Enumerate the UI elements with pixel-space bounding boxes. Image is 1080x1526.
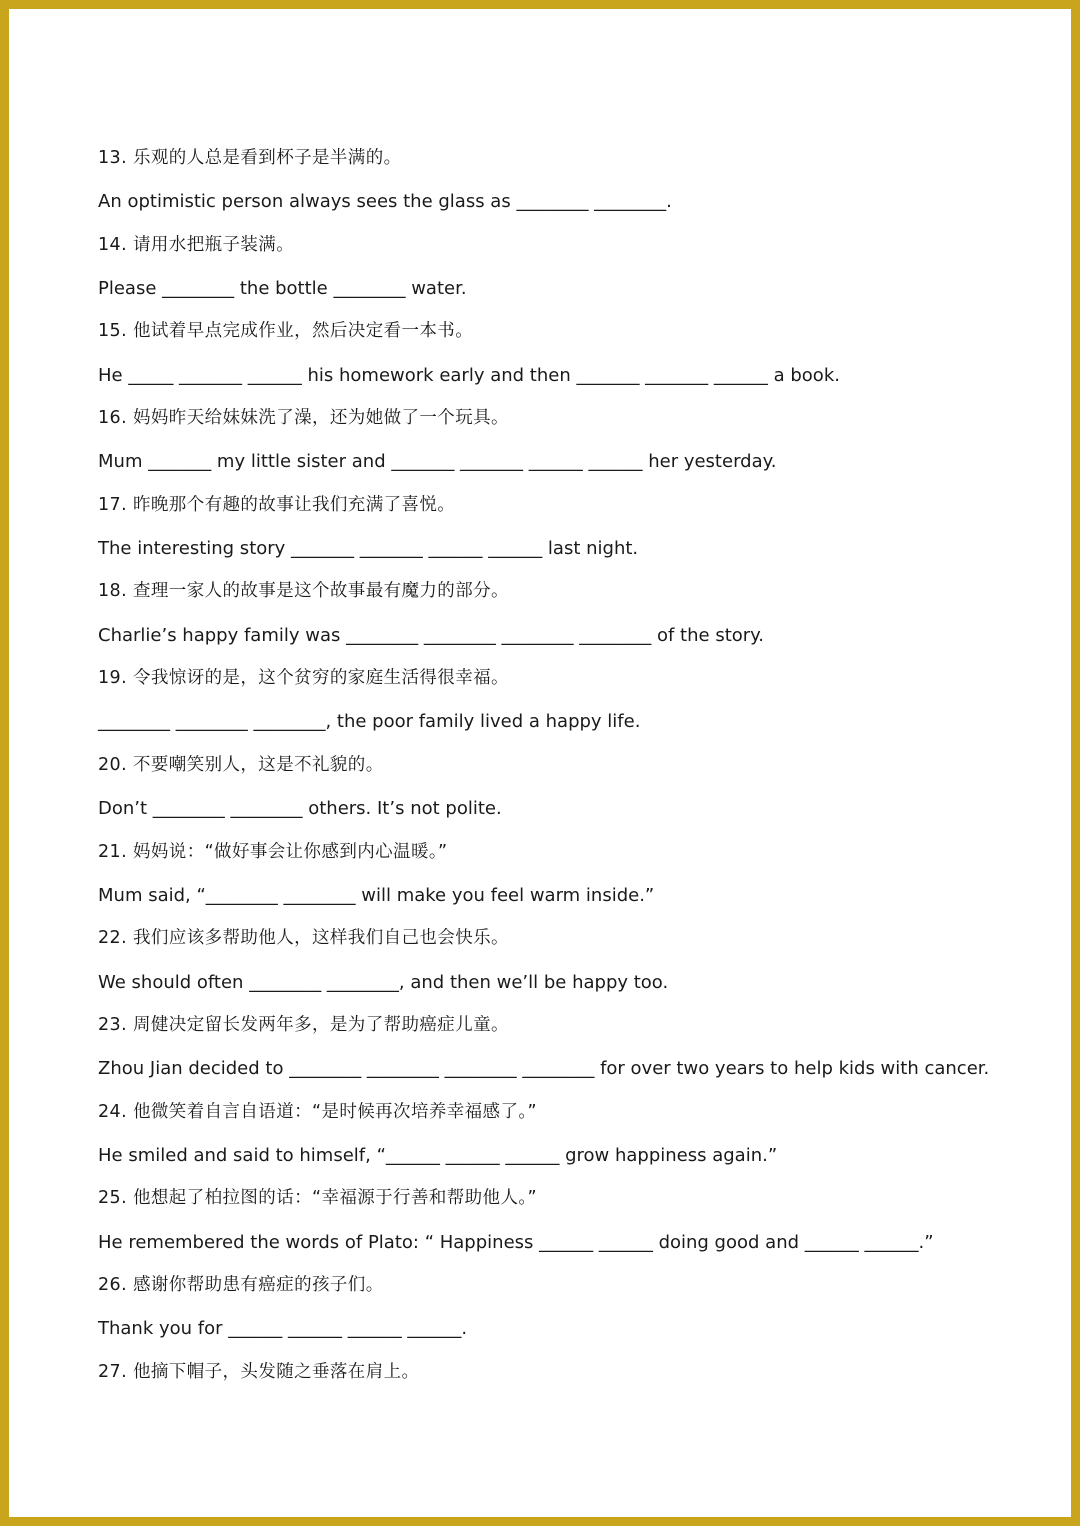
prompt-25-english: He remembered the words of Plato: “ Happiness ______ ______ doing good and ______ ______.” xyxy=(98,1231,934,1253)
prompt-14-chinese: 14. 请用水把瓶子装满。 xyxy=(98,234,295,255)
prompt-20-english: Don’t ________ ________ others. It’s not polite. xyxy=(98,798,502,820)
prompt-20-chinese: 20. 不要嘲笑别人，这是不礼貌的。 xyxy=(98,754,384,775)
prompt-13-english: An optimistic person always sees the glass as ________ ________. xyxy=(98,191,672,213)
prompt-25-chinese: 25. 他想起了柏拉图的话：“幸福源于行善和帮助他人。” xyxy=(98,1188,537,1209)
prompt-24-english: He smiled and said to himself, “______ ______ ______ grow happiness again.” xyxy=(98,1144,778,1166)
prompt-15-chinese: 15. 他试着早点完成作业，然后决定看一本书。 xyxy=(98,321,474,342)
prompt-21-english: Mum said, “________ ________ will make you feel warm inside.” xyxy=(98,884,655,906)
prompt-18-chinese: 18. 查理一家人的故事是这个故事最有魔力的部分。 xyxy=(98,581,509,602)
prompt-26-chinese: 26. 感谢你帮助患有癌症的孩子们。 xyxy=(98,1274,384,1295)
prompt-17-english: The interesting story _______ _______ ______ ______ last night. xyxy=(98,538,639,560)
prompt-21-chinese: 21. 妈妈说：“做好事会让你感到内心温暖。” xyxy=(98,841,448,862)
prompt-16-english: Mum _______ my little sister and _______ _______ ______ ______ her yesterday. xyxy=(98,451,777,473)
prompt-27-chinese: 27. 他摘下帽子，头发随之垂落在肩上。 xyxy=(98,1361,420,1382)
prompt-19-english: ________ ________ ________, the poor family lived a happy life. xyxy=(98,711,641,733)
prompt-22-chinese: 22. 我们应该多帮助他人，这样我们自己也会快乐。 xyxy=(98,928,509,949)
prompt-26-english: Thank you for ______ ______ ______ ______. xyxy=(98,1318,468,1340)
prompt-15-english: He _____ _______ ______ his homework early and then _______ _______ ______ a book. xyxy=(98,364,840,386)
exercise-list xyxy=(98,137,1058,1394)
prompt-22-english: We should often ________ ________, and then we’ll be happy too. xyxy=(98,971,669,993)
prompt-17-chinese: 17. 昨晚那个有趣的故事让我们充满了喜悦。 xyxy=(98,494,456,515)
prompt-16-chinese: 16. 妈妈昨天给妹妹洗了澡，还为她做了一个玩具。 xyxy=(98,408,509,429)
prompt-18-english: Charlie’s happy family was ________ ________ ________ ________ of the story. xyxy=(98,624,764,646)
prompt-14-english: Please ________ the bottle ________ water. xyxy=(98,278,467,300)
prompt-23-chinese: 23. 周健决定留长发两年多，是为了帮助癌症儿童。 xyxy=(98,1014,509,1035)
prompt-23-english: Zhou Jian decided to ________ ________ ________ ________ for over two years to help kids with cancer. xyxy=(98,1058,990,1080)
prompt-13-chinese: 13. 乐观的人总是看到杯子是半满的。 xyxy=(98,148,402,168)
prompt-19-chinese: 19. 令我惊讶的是，这个贫穷的家庭生活得很幸福。 xyxy=(98,668,509,689)
prompt-24-chinese: 24. 他微笑着自言自语道：“是时候再次培养幸福感了。” xyxy=(98,1101,537,1122)
